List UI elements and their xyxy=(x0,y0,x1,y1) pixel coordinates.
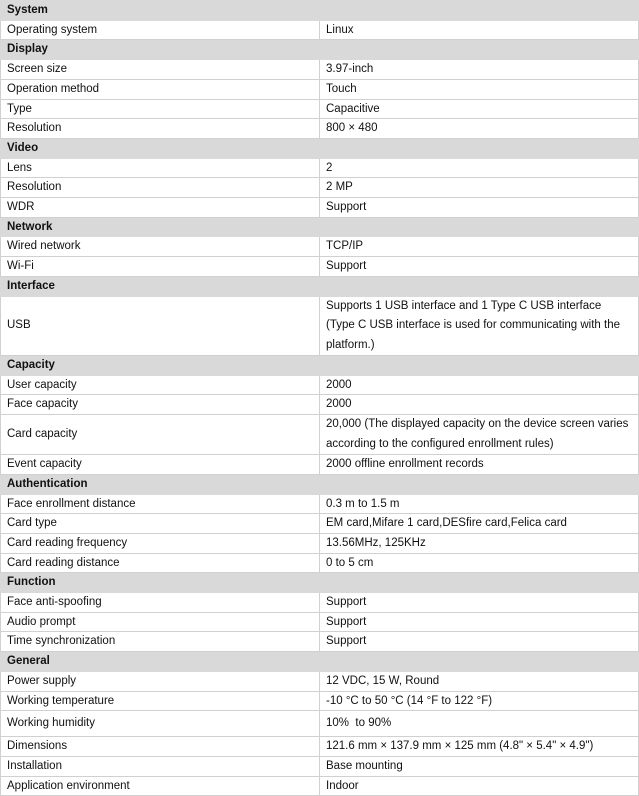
spec-label: Working humidity xyxy=(1,711,320,737)
spec-label: Card reading frequency xyxy=(1,533,320,553)
spec-value: 2 MP xyxy=(320,178,639,198)
spec-label: WDR xyxy=(1,198,320,218)
spec-label: Installation xyxy=(1,757,320,777)
spec-value: 10% to 90% xyxy=(320,711,639,737)
section-header: General xyxy=(1,652,639,672)
spec-value xyxy=(320,296,639,356)
spec-label: Operating system xyxy=(1,20,320,40)
spec-label: Card type xyxy=(1,514,320,534)
spec-label: Power supply xyxy=(1,671,320,691)
spec-row xyxy=(1,711,639,737)
spec-value: Capacitive xyxy=(320,99,639,119)
spec-label: Dimensions xyxy=(1,737,320,757)
spec-row xyxy=(1,757,639,777)
spec-value: 12 VDC, 15 W, Round xyxy=(320,671,639,691)
spec-row xyxy=(1,296,639,356)
section-header: Video xyxy=(1,138,639,158)
spec-row xyxy=(1,99,639,119)
spec-label: Face capacity xyxy=(1,395,320,415)
spec-row xyxy=(1,553,639,573)
spec-label: Type xyxy=(1,99,320,119)
spec-value: 20,000 (The displayed capacity on the device screen varies according to the configured enrollment rules) xyxy=(320,415,639,455)
spec-value: 2000 offline enrollment records xyxy=(320,455,639,475)
spec-label: Face anti-spoofing xyxy=(1,593,320,613)
spec-row xyxy=(1,737,639,757)
spec-label: USB xyxy=(1,296,320,356)
spec-value: 0 to 5 cm xyxy=(320,553,639,573)
spec-row xyxy=(1,119,639,139)
spec-value: 2 xyxy=(320,158,639,178)
spec-value: Support xyxy=(320,257,639,277)
spec-value: 3.97-inch xyxy=(320,60,639,80)
spec-label: Operation method xyxy=(1,79,320,99)
spec-row xyxy=(1,494,639,514)
spec-row xyxy=(1,79,639,99)
spec-label: Resolution xyxy=(1,178,320,198)
spec-row xyxy=(1,671,639,691)
spec-row xyxy=(1,375,639,395)
spec-label: Card capacity xyxy=(1,415,320,455)
section-header: Display xyxy=(1,40,639,60)
spec-value: 13.56MHz, 125KHz xyxy=(320,533,639,553)
section-header: Function xyxy=(1,573,639,593)
spec-row xyxy=(1,612,639,632)
spec-row xyxy=(1,691,639,711)
spec-value: Support xyxy=(320,632,639,652)
spec-value: Indoor xyxy=(320,776,639,796)
spec-value: 121.6 mm × 137.9 mm × 125 mm (4.8" × 5.4" × 4.9") xyxy=(320,737,639,757)
spec-value: Support xyxy=(320,593,639,613)
spec-label: Resolution xyxy=(1,119,320,139)
spec-value: 2000 xyxy=(320,375,639,395)
spec-row xyxy=(1,632,639,652)
spec-label: User capacity xyxy=(1,375,320,395)
spec-value: 800 × 480 xyxy=(320,119,639,139)
spec-row xyxy=(1,455,639,475)
spec-row xyxy=(1,415,639,455)
section-header: Capacity xyxy=(1,356,639,376)
spec-label: Working temperature xyxy=(1,691,320,711)
spec-row xyxy=(1,593,639,613)
spec-label: Lens xyxy=(1,158,320,178)
spec-label: Wired network xyxy=(1,237,320,257)
section-header: Network xyxy=(1,217,639,237)
spec-row xyxy=(1,237,639,257)
spec-label: Event capacity xyxy=(1,455,320,475)
spec-label: Application environment xyxy=(1,776,320,796)
spec-row xyxy=(1,198,639,218)
spec-row xyxy=(1,60,639,80)
spec-label: Screen size xyxy=(1,60,320,80)
section-header: Authentication xyxy=(1,474,639,494)
spec-value-line: Supports 1 USB interface and 1 Type C USB interface xyxy=(326,299,602,312)
spec-row xyxy=(1,20,639,40)
spec-value: 0.3 m to 1.5 m xyxy=(320,494,639,514)
spec-row xyxy=(1,178,639,198)
section-header: System xyxy=(1,1,639,21)
spec-value: Base mounting xyxy=(320,757,639,777)
spec-row xyxy=(1,158,639,178)
spec-label: Time synchronization xyxy=(1,632,320,652)
spec-value: Touch xyxy=(320,79,639,99)
spec-value: 2000 xyxy=(320,395,639,415)
spec-label: Face enrollment distance xyxy=(1,494,320,514)
spec-value: Linux xyxy=(320,20,639,40)
spec-label: Audio prompt xyxy=(1,612,320,632)
spec-row xyxy=(1,514,639,534)
spec-row xyxy=(1,395,639,415)
spec-row xyxy=(1,776,639,796)
spec-label: Card reading distance xyxy=(1,553,320,573)
spec-label: Wi-Fi xyxy=(1,257,320,277)
spec-value: TCP/IP xyxy=(320,237,639,257)
spec-value: EM card,Mifare 1 card,DESfire card,Felica card xyxy=(320,514,639,534)
spec-value: Support xyxy=(320,198,639,218)
spec-row xyxy=(1,257,639,277)
spec-value: -10 °C to 50 °C (14 °F to 122 °F) xyxy=(320,691,639,711)
spec-value: Support xyxy=(320,612,639,632)
spec-row xyxy=(1,533,639,553)
section-header: Interface xyxy=(1,276,639,296)
spec-value-line: (Type C USB interface is used for communicating with the platform.) xyxy=(326,319,621,351)
